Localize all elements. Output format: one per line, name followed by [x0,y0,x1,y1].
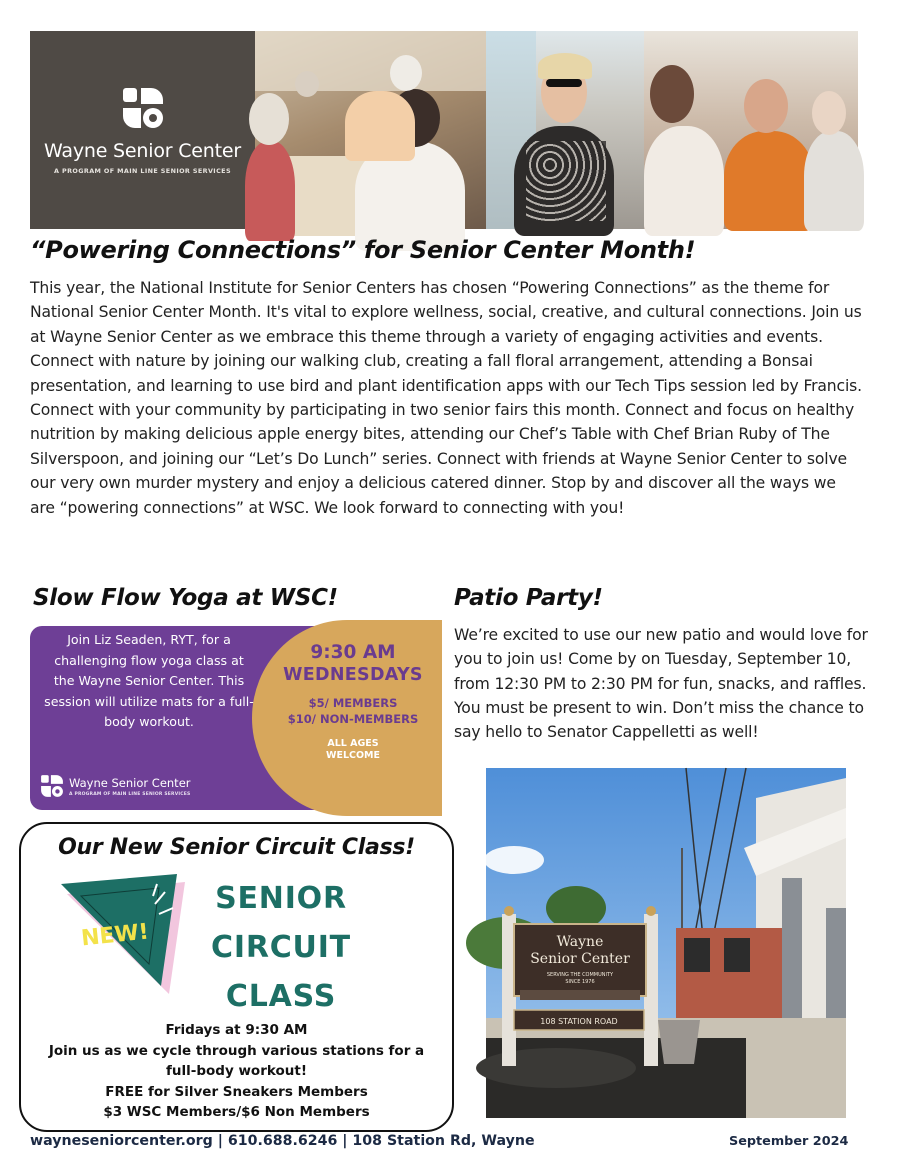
circuit-schedule: Fridays at 9:30 AM [165,1022,308,1038]
circuit-class-box [19,822,454,1132]
yoga-logo-name: Wayne Senior Center [69,775,191,790]
yoga-logo [40,774,191,798]
sign-text-line1: Wayne [556,934,604,950]
sign-text-sub2: SINCE 1976 [565,979,595,985]
circuit-price-free: FREE for Silver Sneakers Members [105,1083,368,1100]
circuit-details [21,1020,452,1123]
sign-text-sub1: SERVING THE COMMUNITY [546,972,614,978]
wayne-senior-center-logo-icon [121,86,165,130]
yoga-flyer [30,626,423,810]
org-tagline: A PROGRAM OF MAIN LINE SENIOR SERVICES [54,166,231,175]
circuit-section-title: Our New Senior Circuit Class! [58,835,415,860]
yoga-logo-tagline: A PROGRAM OF MAIN LINE SENIOR SERVICES [69,791,191,797]
yoga-time: 9:30 AM [310,642,396,663]
header-banner [30,31,858,229]
logo-block [30,31,255,229]
new-badge-icon [61,874,201,1004]
sign-address: 108 STATION ROAD [540,1017,618,1026]
main-article-title: “Powering Connections” for Senior Center Month! [30,236,696,264]
main-article-body: This year, the National Institute for Senior Centers has chosen “Powering Connections” as the theme for National Senior Center Month. It's vital to explore wellness, social, creative, and cultural connections. Join us at Wayne Senior Center as we embrace this theme through a variety of engaging activities and events. Connect with nature by joining our walking club, creating a fall floral arrangement, attending a Bonsai presentation, and learning to use bird and plant identification apps with our Tech Tips session led by Francis. Connect with your community by participating in two senior fairs this month. Connect and focus on healthy nutrition by making delicious apple energy bites, attending our Chef’s Table with Chef Brian Ruby of The Silverspoon, and joining our “Let’s Do Lunch” series. Connect with friends at Wayne Senior Center to solve our very own murder mystery and enjoy a delicious catered dinner. Stop by and discover all the ways we are “powering connections” at WSC. We look forward to connecting with you! [30,279,862,517]
org-name: Wayne Senior Center [44,139,241,162]
yoga-section-title: Slow Flow Yoga at WSC! [33,585,338,611]
circuit-word-class: CLASS [225,979,337,1014]
yoga-all-ages: ALL AGES [327,738,379,749]
yoga-price-members: $5/ MEMBERS [308,696,398,710]
footer-date: September 2024 [729,1134,849,1149]
yoga-welcome: WELCOME [325,750,380,761]
sign-text-line2: Senior Center [530,951,630,967]
footer-contact: wayneseniorcenter.org | 610.688.6246 | 108 Station Rd, Wayne [30,1133,535,1149]
seniors-hugging-photo [644,31,858,229]
woman-dancing-photo [486,31,644,229]
patio-body: We’re excited to use our new patio and would love for you to join us! Come by on Tuesday, September 10, from 12:30 PM to 2:30 PM for fun, snacks, and raffles. You must be present to win. Don’t miss the chance to say hello to Senator Cappelletti as well! [454,626,868,742]
circuit-logo-words [206,874,356,1021]
circuit-word-circuit: CIRCUIT [211,930,351,965]
new-badge-text: NEW! [79,919,150,952]
circuit-price-members: $3 WSC Members/$6 Non Members [103,1104,370,1121]
patio-photo-illustration [486,768,846,1118]
yoga-day: WEDNESDAYS [283,665,423,685]
yoga-price-nonmembers: $10/ NON-MEMBERS [287,712,419,726]
circuit-word-senior: SENIOR [215,881,347,916]
circuit-description-2: full-body workout! [166,1063,307,1080]
senior-center-sign-photo [486,768,846,1118]
patio-section-title: Patio Party! [454,585,603,611]
yoga-description: Join Liz Seaden, RYT, for a challenging flow yoga class at the Wayne Senior Center. This session will utilize mats for a full-body workout. [44,632,254,729]
wayne-senior-center-logo-icon [40,774,64,798]
seniors-playing-game-photo [255,31,486,229]
circuit-description-1: Join us as we cycle through various stations for a [48,1042,425,1059]
